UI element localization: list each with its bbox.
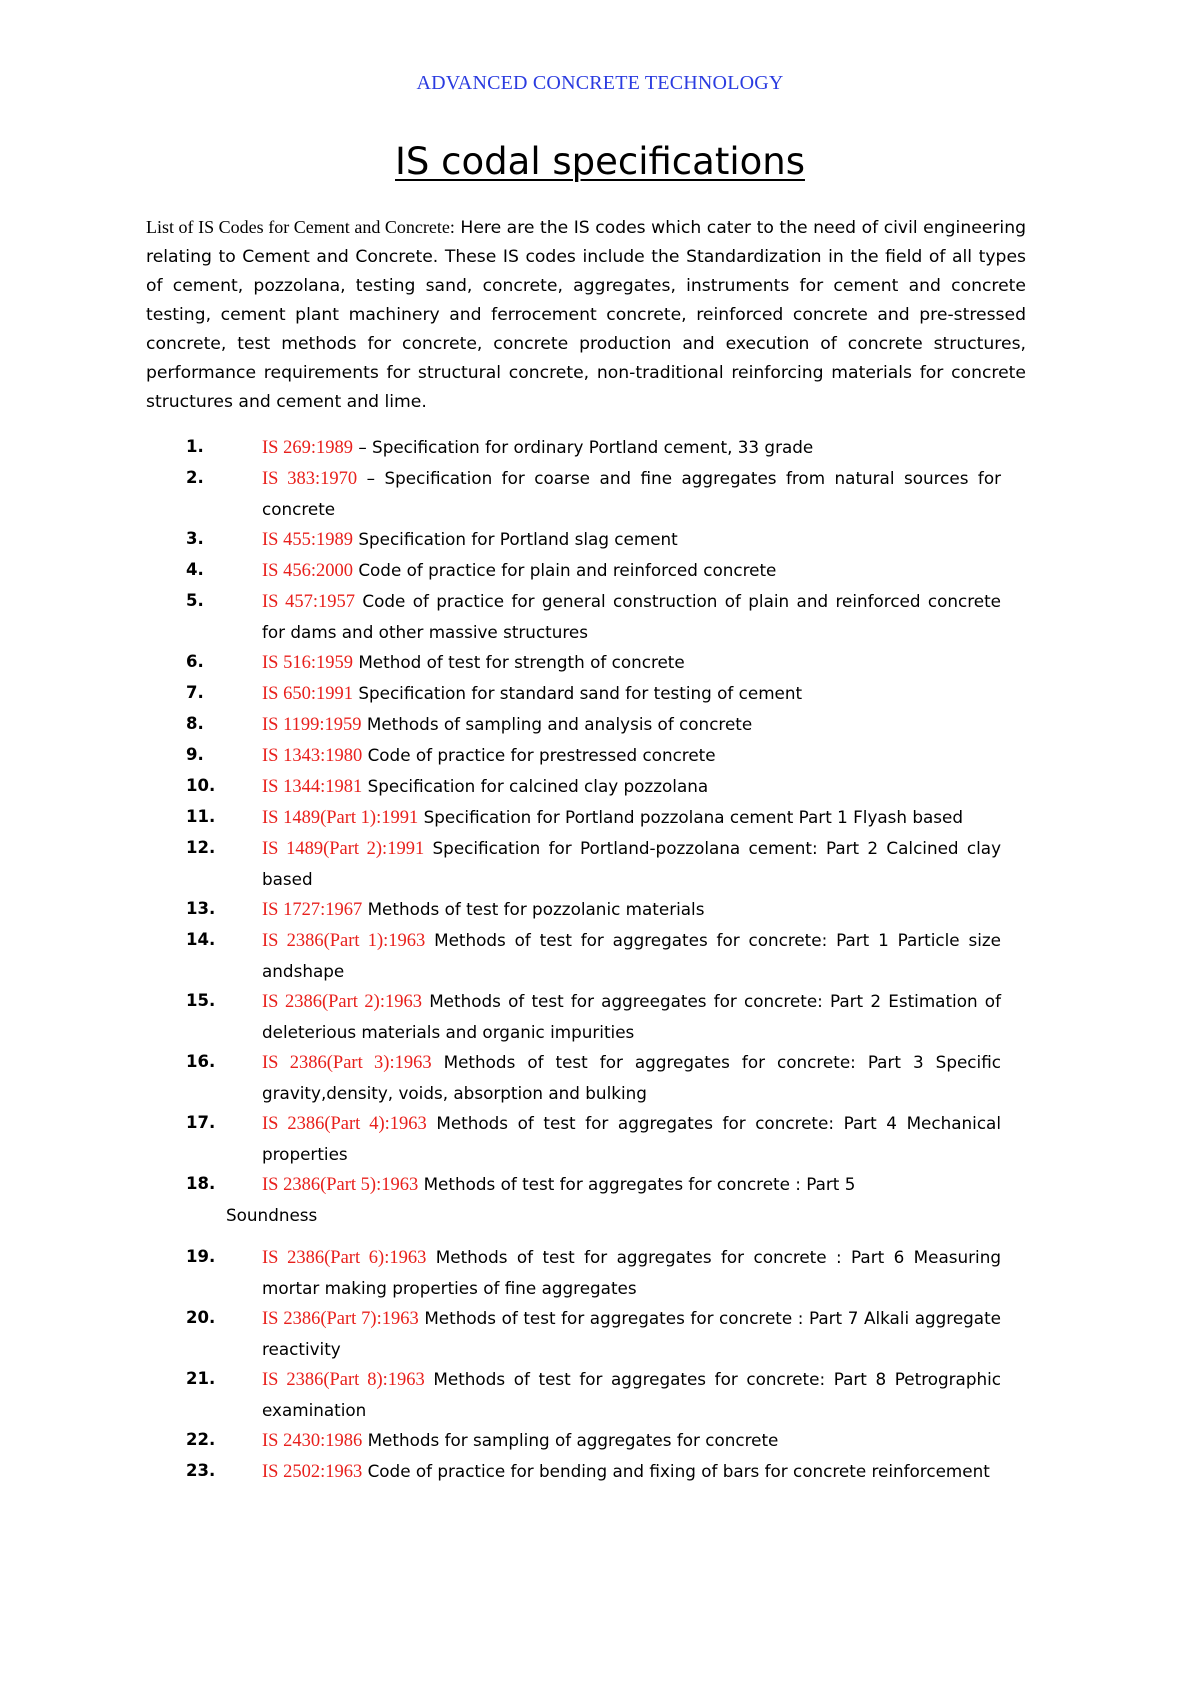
list-item-number: 11. [186, 807, 216, 826]
is-code: IS 2386(Part 7):1963 [262, 1309, 419, 1329]
is-code: IS 1489(Part 1):1991 [262, 808, 419, 828]
code-description: Method of test for strength of concrete [358, 652, 685, 672]
list-item [146, 647, 1001, 678]
code-description: Methods for sampling of aggregates for concrete [367, 1430, 779, 1450]
is-code: IS 2430:1986 [262, 1431, 363, 1451]
is-code: IS 1344:1981 [262, 777, 363, 797]
list-item-number: 9. [186, 745, 204, 764]
list-item [146, 1108, 1001, 1169]
list-item-number: 12. [186, 838, 216, 857]
list-item [146, 463, 1001, 524]
code-description: Methods of test for aggregates for concrete: Part 8 Petrographic examination [262, 1369, 1001, 1420]
code-description: – Specification for coarse and fine aggregates from natural sources for concrete [262, 468, 1001, 519]
is-code: IS 2386(Part 2):1963 [262, 992, 422, 1012]
list-item-number: 5. [186, 591, 204, 610]
is-code: IS 1727:1967 [262, 900, 363, 920]
code-description: Methods of test for aggregates for concrete: Part 3 Specific gravity,density, voids, absorption and bulking [262, 1052, 1001, 1103]
code-description: Methods of test for aggregates for concrete: Part 1 Particle size andshape [262, 930, 1001, 981]
list-item [146, 432, 1001, 463]
code-description: Methods of test for aggregates for concrete : Part 7 Alkali aggregate reactivity [262, 1308, 1001, 1359]
is-code: IS 2386(Part 3):1963 [262, 1053, 432, 1073]
list-item-number: 23. [186, 1461, 216, 1480]
list-item-number: 4. [186, 560, 204, 579]
list-item-number: 2. [186, 468, 204, 487]
list-item-number: 10. [186, 776, 216, 795]
code-description: Specification for standard sand for testing of cement [358, 683, 803, 703]
is-code: IS 456:2000 [262, 561, 353, 581]
is-code: IS 2386(Part 1):1963 [262, 931, 426, 951]
list-item-number: 14. [186, 930, 216, 949]
code-description: Code of practice for general construction of plain and reinforced concrete for dams and other massive structures [262, 591, 1002, 642]
code-description: Specification for Portland-pozzolana cement: Part 2 Calcined clay based [262, 838, 1001, 889]
code-description: Methods of test for pozzolanic materials [367, 899, 705, 919]
document-header: ADVANCED CONCRETE TECHNOLOGY [416, 72, 784, 94]
list-item-number: 8. [186, 714, 204, 733]
list-item [146, 1425, 1001, 1456]
list-item-number: 3. [186, 529, 204, 548]
list-item-number: 6. [186, 652, 204, 671]
list-item-number: 7. [186, 683, 204, 702]
is-code: IS 269:1989 [262, 438, 353, 458]
code-description-continuation: Soundness [226, 1205, 318, 1225]
is-code-list [146, 432, 1001, 1487]
code-description: Specification for Portland slag cement [358, 529, 678, 549]
list-item [146, 678, 1001, 709]
intro-paragraph [146, 213, 1026, 417]
list-item-number: 15. [186, 991, 216, 1010]
list-item-number: 20. [186, 1308, 216, 1327]
list-item-number: 17. [186, 1113, 216, 1132]
is-code: IS 2502:1963 [262, 1462, 363, 1482]
code-description: Methods of test for aggregates for concrete : Part 5 [423, 1174, 856, 1194]
code-description: Specification for Portland pozzolana cement Part 1 Flyash based [423, 807, 964, 827]
list-item [146, 986, 1001, 1047]
list-item-number: 22. [186, 1430, 216, 1449]
is-code: IS 1489(Part 2):1991 [262, 839, 425, 859]
is-code: IS 383:1970 [262, 469, 358, 489]
list-item [146, 740, 1001, 771]
list-item [146, 1169, 1001, 1230]
is-code: IS 457:1957 [262, 592, 355, 612]
code-description: Methods of sampling and analysis of concrete [366, 714, 753, 734]
list-item [146, 802, 1001, 833]
list-item [146, 586, 1001, 647]
code-description: Code of practice for bending and fixing of bars for concrete reinforcement [367, 1461, 990, 1481]
is-code: IS 1199:1959 [262, 715, 362, 735]
code-description: Methods of test for aggregates for concrete : Part 6 Measuring mortar making properties of fine aggregates [262, 1247, 1001, 1298]
code-description: Specification for calcined clay pozzolana [367, 776, 709, 796]
is-code: IS 455:1989 [262, 530, 353, 550]
list-item [146, 771, 1001, 802]
is-code: IS 2386(Part 8):1963 [262, 1370, 425, 1390]
is-code: IS 1343:1980 [262, 746, 363, 766]
is-code: IS 516:1959 [262, 653, 353, 673]
list-item [146, 1303, 1001, 1364]
code-description: Methods of test for aggreegates for concrete: Part 2 Estimation of deleterious materials and organic impurities [262, 991, 1001, 1042]
code-description: Code of practice for plain and reinforced concrete [358, 560, 777, 580]
list-item [146, 925, 1001, 986]
list-item-number: 21. [186, 1369, 216, 1388]
list-item-number: 13. [186, 899, 216, 918]
list-item-number: 18. [186, 1174, 216, 1193]
code-description: Methods of test for aggregates for concrete: Part 4 Mechanical properties [262, 1113, 1001, 1164]
is-code: IS 2386(Part 5):1963 [262, 1175, 419, 1195]
list-item [146, 894, 1001, 925]
list-item [146, 709, 1001, 740]
is-code: IS 2386(Part 4):1963 [262, 1114, 427, 1134]
list-item [146, 1456, 1001, 1487]
page-title: IS codal specifications [395, 140, 805, 183]
is-code: IS 650:1991 [262, 684, 353, 704]
intro-lead: List of IS Codes for Cement and Concrete: [146, 217, 455, 237]
list-item-number: 19. [186, 1247, 216, 1266]
code-description: – Specification for ordinary Portland cement, 33 grade [358, 437, 814, 457]
list-item [146, 1364, 1001, 1425]
list-item-number: 16. [186, 1052, 216, 1071]
list-item-number: 1. [186, 437, 204, 456]
is-code: IS 2386(Part 6):1963 [262, 1248, 427, 1268]
list-item [146, 524, 1001, 555]
list-item [146, 833, 1001, 894]
list-item [146, 1047, 1001, 1108]
list-item [146, 555, 1001, 586]
list-item [146, 1242, 1001, 1303]
intro-body: Here are the IS codes which cater to the need of civil engineering relating to Cement and Concrete. These IS codes include the Standardization in the field of all types of cement, pozzolana, testing sand, concrete, aggregates, instruments for cement and concrete testing, cement plant machinery and ferrocement concrete, reinforced concrete and pre-stressed concrete, test methods for concrete, concrete production and execution of concrete structures, performance requirements for structural concrete, non-traditional reinforcing materials for concrete structures and cement and lime. [146, 218, 1027, 412]
code-description: Code of practice for prestressed concrete [367, 745, 716, 765]
